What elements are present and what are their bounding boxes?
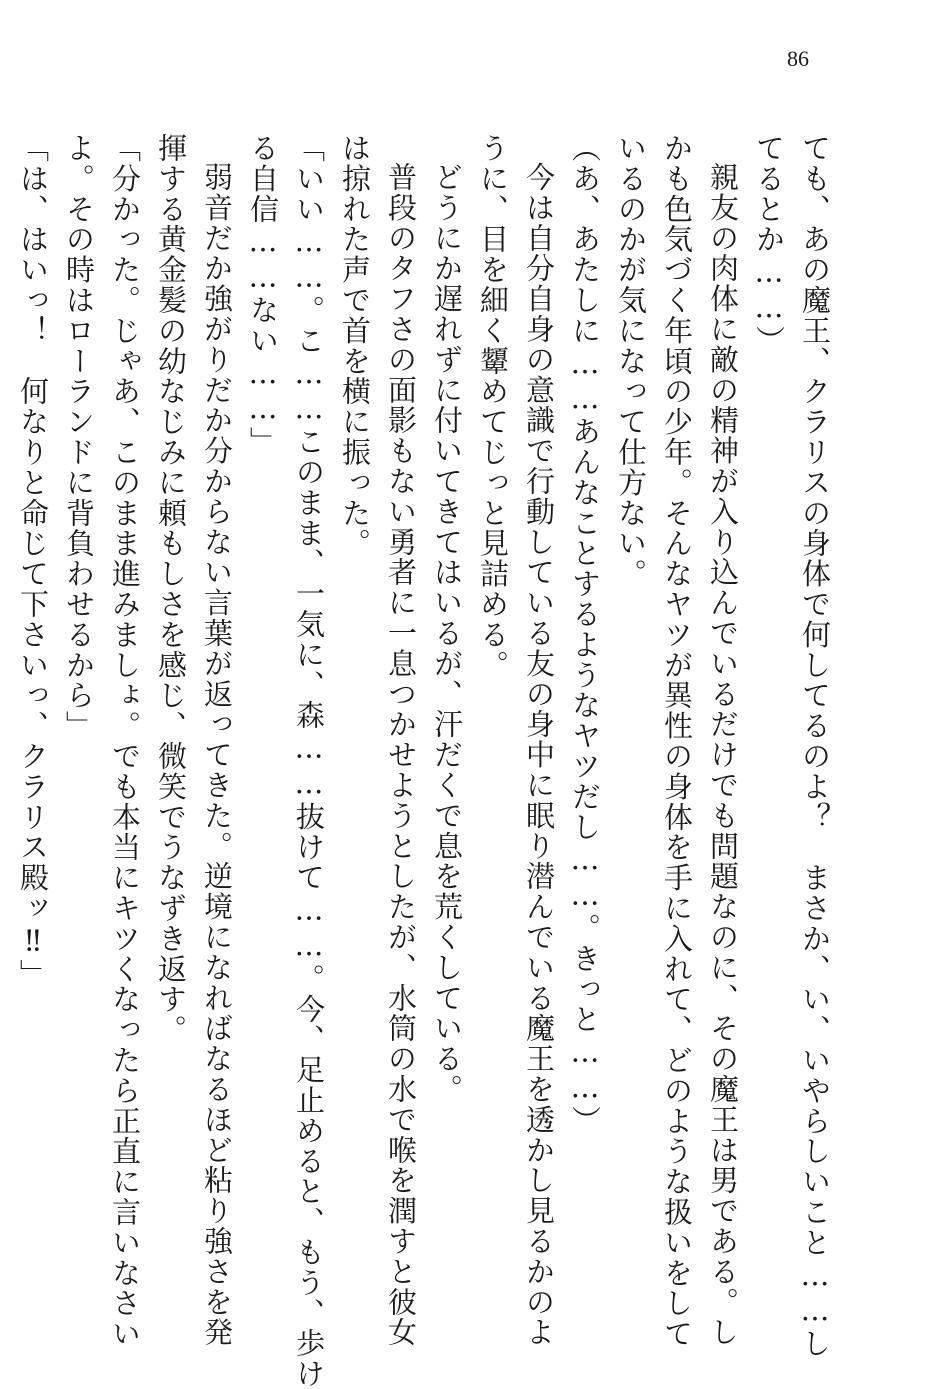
text-line: る自信……ない……」 [246, 133, 280, 457]
text-line: てるとか……） [752, 133, 786, 356]
text-line: いるのかが気になって仕方ない。 [614, 133, 648, 589]
text-line: 親友の肉体に敵の精神が入り込んでいるだけでも問題なのに、その魔王は男である。し [706, 162, 740, 1348]
text-line: かも色気づく年頃の少年。そんなヤツが異性の身体を手に入れて、どのような扱いをして [660, 133, 694, 1349]
text-line: 弱音だか強がりだか分からない言葉が返ってきた。逆境になればなるほど粘り強さを発 [200, 162, 234, 1348]
text-line: ても、あの魔王、クラリスの身体で何してるのよ？ まさか、い、いやらしいこと……し [798, 133, 832, 1359]
text-line: 揮する黄金髪の幼なじみに頼もしさを感じ、微笑でうなずき返す。 [154, 133, 188, 1045]
text-line: （あ、あたしに……あんなことするようなヤツだし……。きっと……） [568, 133, 602, 1136]
text-line: 「は、はいっ！ 何なりと命じて下さいっ、クラリス殿ッ‼」 [16, 133, 50, 990]
page-number: 86 [787, 46, 809, 71]
text-line: うに、目を細く顰めてじっと見詰める。 [476, 133, 510, 681]
text-line: 普段のタフさの面影もない勇者に一息つかせようとしたが、水筒の水で喉を潤すと彼女 [384, 162, 418, 1348]
text-line: 「分かった。じゃあ、このまま進みましょ。でも本当にキツくなったら正直に言いなさい [108, 133, 142, 1349]
text-line: 今は自分自身の意識で行動している友の身中に眠り潜んでいる魔王を透かし見るかのよ [522, 162, 556, 1348]
text-line: は掠れた声で首を横に振った。 [338, 133, 372, 559]
text-line: よ。その時はローランドに背負わせるから」 [62, 133, 96, 741]
vertical-text-body [10, 133, 838, 1389]
text-line: 「いい……。こ……このまま、一気に、森……抜けて……。今、足止めると、もう、歩け [292, 133, 326, 1389]
text-line: どうにか遅れずに付いてきてはいるが、汗だくで息を荒くしている。 [430, 162, 464, 1105]
